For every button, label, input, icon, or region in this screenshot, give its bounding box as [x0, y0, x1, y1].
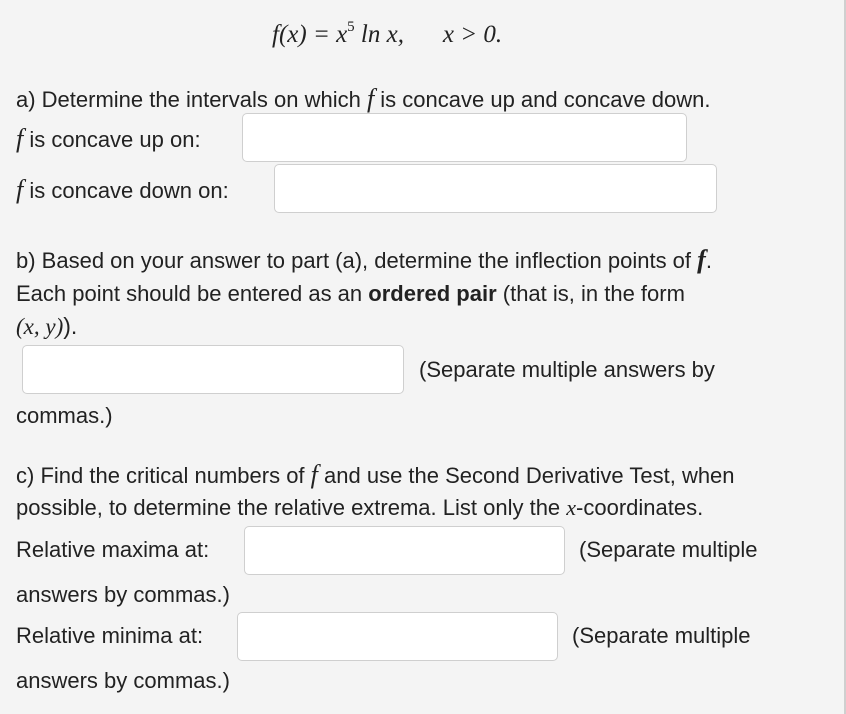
part-b-pair-form: (x, y) [16, 314, 64, 339]
part-c-text-1: c) Find the critical numbers of [16, 463, 311, 488]
part-b-f: f [697, 245, 706, 274]
equation-domain: x > 0. [442, 21, 503, 48]
part-b-text-3: Each point should be entered as an [16, 281, 369, 306]
inflection-points-input[interactable] [22, 345, 404, 394]
part-a-prompt-text-1: a) Determine the intervals on which [16, 87, 367, 112]
inflection-separate-note-2: commas.) [16, 403, 113, 428]
part-a-prompt-f: f [366, 84, 375, 113]
relative-maxima-input[interactable] [244, 526, 565, 575]
maxima-separate-note-1: (Separate multiple [579, 537, 758, 562]
concave-down-label [16, 175, 229, 205]
maxima-separate-note-2: answers by commas.) [16, 582, 230, 607]
equation-exponent: 5 [347, 19, 355, 35]
part-b-text-1: b) Based on your answer to part (a), determine the inflection points of [16, 248, 698, 273]
concave-up-f: f [16, 124, 24, 153]
part-b-line-2 [16, 281, 685, 307]
part-c-text-2: and use the Second Derivative Test, when [317, 463, 735, 488]
equation-rhs: ln x, [354, 21, 404, 48]
concave-down-f: f [16, 175, 24, 204]
concave-up-label [16, 124, 201, 154]
part-b-line-3 [16, 313, 77, 340]
part-b-text-5: ). [63, 313, 78, 339]
equation-lhs: f(x) = x [272, 21, 348, 48]
part-c-text-3: possible, to determine the relative extrema. List only the [16, 495, 567, 520]
part-c-line-1 [16, 460, 735, 490]
part-c-text-4: -coordinates. [576, 495, 704, 520]
inflection-separate-note-1: (Separate multiple answers by [419, 357, 715, 382]
part-c-line-2 [16, 495, 703, 521]
equation [272, 20, 502, 49]
part-c-f: f [310, 460, 318, 489]
part-c-x: x [566, 495, 577, 520]
relative-maxima-label: Relative maxima at: [16, 537, 210, 562]
relative-minima-input[interactable] [237, 612, 558, 661]
part-a-prompt-text-2: is concave up and concave down. [374, 87, 711, 112]
part-b-line-1 [16, 245, 712, 275]
part-b-bold: ordered pair [368, 281, 497, 306]
minima-separate-note-2: answers by commas.) [16, 668, 230, 693]
minima-separate-note-1: (Separate multiple [572, 623, 751, 648]
concave-down-input[interactable] [274, 164, 717, 213]
concave-up-input[interactable] [242, 113, 687, 162]
concave-down-label-text: is concave down on: [23, 178, 229, 203]
relative-minima-label: Relative minima at: [16, 623, 204, 648]
part-b-text-2: . [705, 248, 712, 273]
part-b-text-4: (that is, in the form [496, 281, 685, 306]
part-a-prompt [16, 84, 711, 114]
concave-up-label-text: is concave up on: [23, 127, 201, 152]
